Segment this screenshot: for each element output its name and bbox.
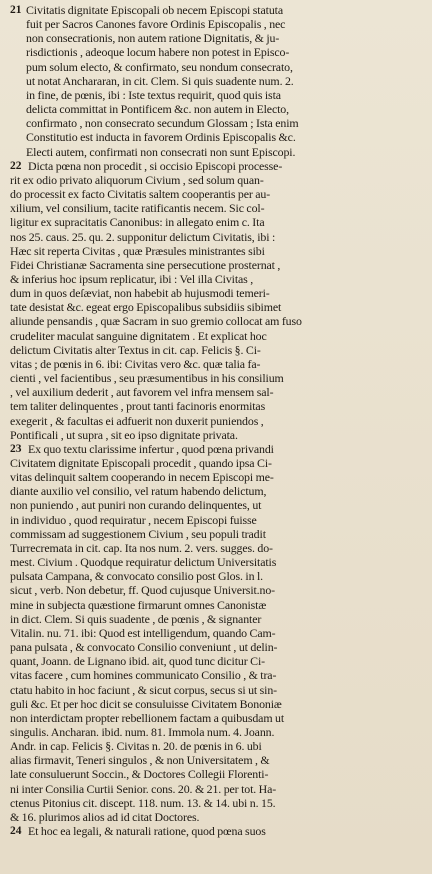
text-line: ut notat Anchararan, in cit. Clem. Si quis suadente num. 2. — [26, 73, 294, 88]
text-line: risdictionis , adeoque locum habere non potest in Episco- — [26, 45, 290, 60]
text-line: alias firmavit, Teneri singulos , & non Universitatem , & — [10, 753, 270, 768]
text-line: Constitutio est inducta in favorem Ordinis Episcopalis &c. — [26, 130, 296, 145]
text-line: fuit per Sacros Canones favore Ordinis Episcopalis , nec — [26, 17, 286, 32]
text-line: Vitalin. nu. 71. ibi: Quod est intelligendum, quando Cam- — [10, 625, 276, 640]
text-line: in dict. Clem. Si quis suadente , de pœnis , & signanter — [10, 611, 262, 626]
text-line: late consuluerunt Soccin., & Doctores Collegii Florenti- — [10, 767, 269, 782]
text-line: Andr. in cap. Felicis §. Civitas n. 20. de pœnis in 6. ubi — [10, 739, 262, 754]
text-line: do processit ex facto Civitatis saltem cooperantis per au- — [10, 187, 271, 202]
text-line: vitas facere , cum homines communicato Consilio , & tra- — [10, 668, 277, 683]
text-line: pum solum electo, & confirmato, seu nondum consecrato, — [26, 59, 293, 74]
text-line: confirmato , non consecrato secundum Glossam ; Ista enim — [26, 116, 299, 131]
text-line: Civitatis dignitate Episcopali ob necem Episcopi statuta — [26, 3, 283, 17]
text-line: cienti , vel facientibus , seu præsumentibus in his consilium — [10, 371, 284, 386]
text-line: tem taliter delinquentes , prout tanti facinoris enormitas — [10, 399, 266, 414]
text-line: pulsata Campana, & convocato consilio post Glos. in l. — [10, 569, 264, 584]
text-line: vitas delinquit saltem cooperando in necem Episcopi me- — [10, 470, 274, 485]
text-line: crudeliter maculat sanguine dignitatem . Et explicat hoc — [10, 328, 267, 343]
paragraph-23 — [10, 442, 422, 824]
text-line: delictum Civitatis alter Textus in cit. cap. Felicis §. Ci- — [10, 342, 261, 357]
paragraph-number: 24 — [10, 825, 22, 838]
text-line: & inferius hoc ipsum replicatur, ibi : Vel illa Civitas , — [10, 271, 254, 286]
text-line: Turrecremata in cit. cap. Ita nos num. 2. vers. sugges. do- — [10, 540, 273, 555]
text-line: tate desistat &c. egeat ergo Episcopalibus subsidiis sibimet — [10, 300, 282, 315]
text-line: Ex quo textu clarissime infertur , quod pœna privandi — [28, 441, 274, 456]
paragraph-number: 23 — [10, 442, 22, 455]
text-line: ni inter Consilia Curtii Senior. cons. 20. & 21. per tot. Ha- — [10, 781, 277, 796]
paragraph-24 — [10, 824, 422, 838]
text-line: Pontificali , ut supra , sit eo ipso dignitate privata. — [10, 427, 238, 442]
text-line: xilium, vel consilium, tacite ratificantis necem. Sic col- — [10, 201, 265, 216]
text-line: , vel auxilium dederit , aut favorem vel infra mensem sal- — [10, 385, 274, 400]
text-line: dum in quos deſæviat, non habebit ab hujusmodi temeri- — [10, 286, 270, 301]
text-line: Electi autem, confirmati non consecrati non sunt Episcopi. — [26, 144, 296, 159]
text-line: non interdictam propter rebellionem factam a quibusdam ut — [10, 710, 285, 725]
text-line: Hæc sit reperta Civitas , quæ Præsules ministrantes sibi — [10, 243, 265, 258]
text-line: mine in subjecta quæstione firmarunt omnes Canonistæ — [10, 597, 267, 612]
text-line: non consecrationis, non autem ratione Dignitatis, & ju- — [26, 31, 280, 46]
text-line: diante auxilio vel consilio, vel ratum habendo delictum, — [10, 484, 267, 499]
text-line: mest. Civium . Quodque requiratur delictum Universitatis — [10, 555, 277, 570]
paragraph-number: 22 — [10, 159, 22, 172]
text-line: vitas ; de pœnis in 6. ibi: Civitas vero &c. quæ talia fa- — [10, 356, 261, 371]
text-line: exegerit , & facultas ei adfuerit non duxerit puniendos , — [10, 413, 264, 428]
text-line: non puniendo , aut puniri non curando delinquentes, ut — [10, 498, 262, 513]
text-line: Et hoc ea legali, & naturali ratione, quod pœna suos — [28, 824, 266, 839]
paragraph-21 — [10, 3, 422, 159]
text-line: ctenus Pitonius cit. discept. 118. num. 13. & 14. ubi n. 15. — [10, 795, 276, 810]
text-line: Dicta pœna non procedit , si occisio Episcopi processe- — [28, 158, 283, 173]
text-line: sicut , verb. Non debetur, ff. Quod cujusque Universit.no- — [10, 583, 276, 598]
text-line: Civitatem dignitate Episcopali procedit , quando ipsa Ci- — [10, 456, 272, 470]
text-line: Fidei Christianæ Sacramenta sine persecutione prosternat , — [10, 257, 281, 272]
text-line: pana pulsata , & convocato Consilio conveniunt , ut delin- — [10, 640, 278, 655]
text-line: ligitur ex supracitatis Canonibus: in allegato enim c. Ita — [10, 215, 265, 230]
text-line: commissam ad suggestionem Civium , seu populi tradit — [10, 526, 266, 541]
text-line: aliunde pensandis , quæ Sacram in suo gremio collocat am fuso — [10, 314, 302, 329]
text-line: & 16. plurimos alios ad id citat Doctores. — [10, 809, 200, 824]
text-line: in individuo , quod requiratur , necem Episcopi fuisse — [10, 512, 257, 527]
text-line: quant, Joann. de Lignano ibid. ait, quod tunc dicitur Ci- — [10, 654, 265, 669]
paragraph-number: 21 — [10, 4, 22, 16]
text-line: in fine, de pœnis, ibi : Iste textus requirit, quod quis ista — [26, 87, 281, 102]
text-line: guli &c. Et per hoc dicit se consuluisse Civitatem Bononiæ — [10, 696, 282, 711]
text-line: ctatu habito in hoc faciunt , & sicut corpus, secus si ut sin- — [10, 682, 278, 697]
text-line: singulis. Ancharan. ibid. num. 81. Immola num. 4. Joann. — [10, 724, 275, 739]
text-line: delicta committat in Pontificem &c. non autem in Electo, — [26, 102, 289, 117]
text-line: rit ex odio privato aliquorum Civium , sed solum quan- — [10, 172, 264, 187]
paragraph-22 — [10, 159, 422, 442]
text-line: nos 25. caus. 25. qu. 2. supponitur delictum Civitatis, ibi : — [10, 229, 276, 244]
